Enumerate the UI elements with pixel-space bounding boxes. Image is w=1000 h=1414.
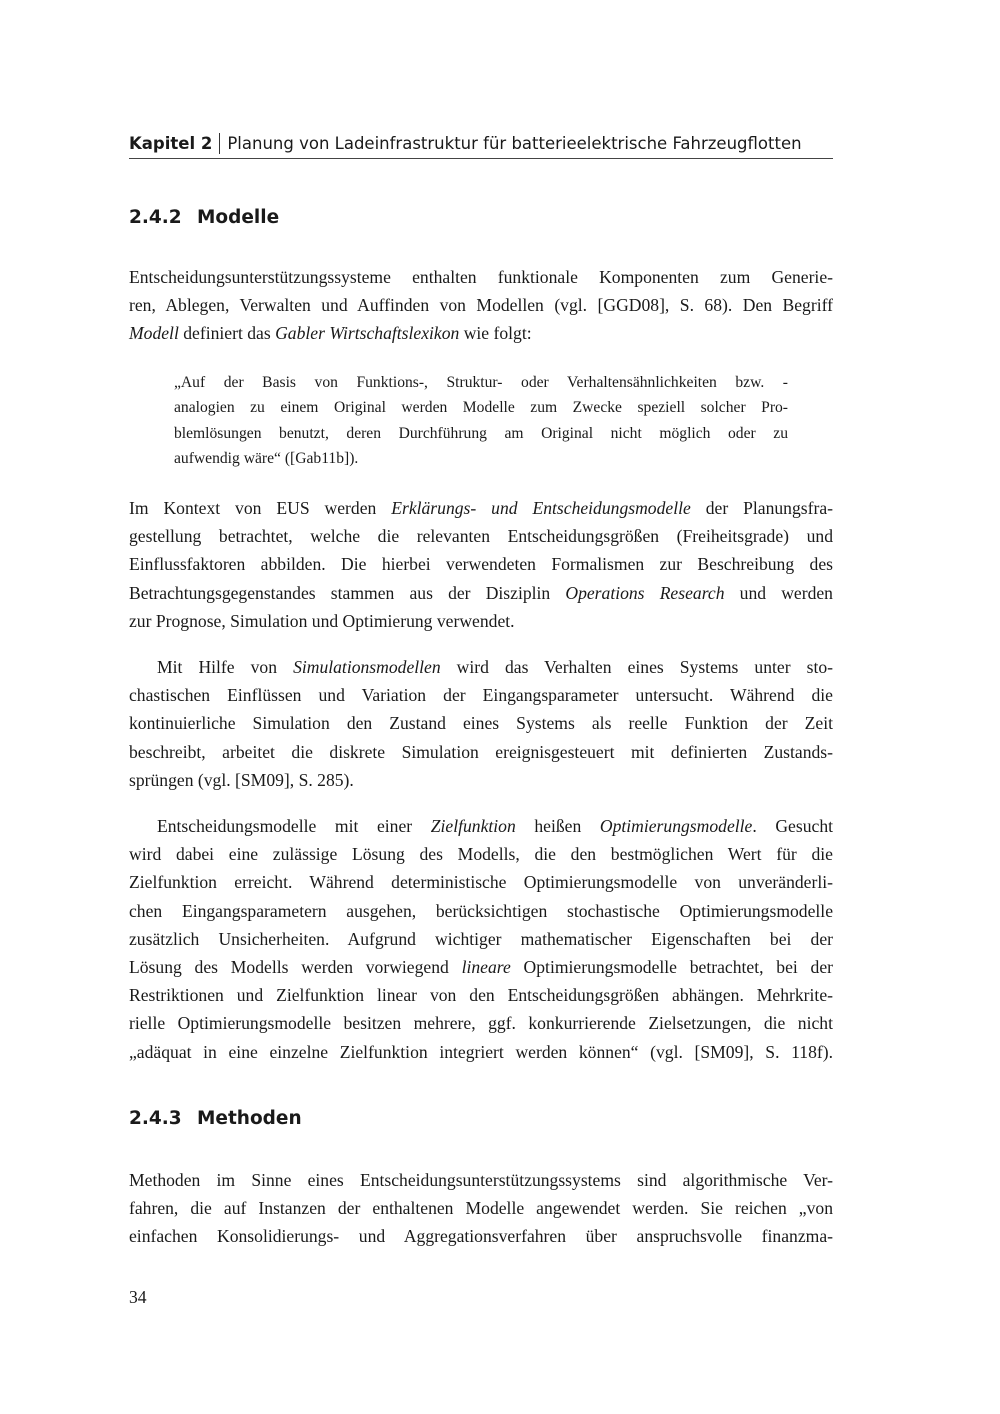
text-span: der Planungsfra- xyxy=(690,498,833,518)
text-line xyxy=(129,319,833,347)
text-line: Restriktionen und Zielfunktion linear von den Entscheidungsgrößen abhängen. Mehrkrite- xyxy=(129,985,833,1006)
paragraph-4 xyxy=(129,812,833,1066)
section-number: 2.4.3 xyxy=(129,1108,182,1129)
text-line: zur Prognose, Simulation und Optimierung verwendet. xyxy=(129,610,515,631)
text-span: Optimierungsmodelle betrachtet, bei der xyxy=(510,956,834,977)
text-span: definiert das xyxy=(178,323,276,344)
text-line: chen Eingangsparametern ausgehen, berücksichtigen stochastische Optimierungsmodelle xyxy=(129,900,833,921)
text-line: rielle Optimierungsmodelle besitzen mehrere, ggf. konkurrierende Zielsetzungen, die nicht xyxy=(129,1013,833,1034)
emphasis: Erklärungs- und Entscheidungsmodelle xyxy=(391,498,691,518)
paragraph-5 xyxy=(129,1166,833,1251)
section-number: 2.4.2 xyxy=(129,207,182,228)
text-span: Mit Hilfe von xyxy=(157,657,294,677)
text-line xyxy=(129,953,833,981)
emphasis: Operations Research xyxy=(565,582,725,603)
text-span: und werden xyxy=(724,582,833,603)
block-quote xyxy=(174,370,788,471)
text-span: Betrachtungsgegenstandes stammen aus der Disziplin xyxy=(129,582,566,603)
text-line xyxy=(129,812,833,840)
chapter-title: Planung von Ladeinfrastruktur für batterieelektrische Fahrzeugflotten xyxy=(227,134,802,153)
section-heading-2-4-3 xyxy=(129,1108,302,1129)
running-header xyxy=(129,133,833,159)
quote-line: analogien zu einem Original werden Modelle zum Zwecke speziell solcher Pro- xyxy=(174,399,788,417)
quote-line: aufwendig wäre“ ([Gab11b]). xyxy=(174,449,359,467)
text-line: kontinuierliche Simulation den Zustand eines Systems als reelle Funktion der Zeit xyxy=(129,713,833,734)
page-number: 34 xyxy=(129,1287,147,1307)
text-line: fahren, die auf Instanzen der enthaltenen Modelle angewendet werden. Sie reichen „von xyxy=(129,1198,833,1219)
text-line: chastischen Einflüssen und Variation der Eingangsparameter untersucht. Während die xyxy=(129,685,833,706)
chapter-label: Kapitel 2 xyxy=(129,134,213,153)
text-span: heißen xyxy=(515,816,600,836)
text-span: Lösung des Modells werden vorwiegend xyxy=(129,956,462,977)
text-line: gestellung betrachtet, welche die relevanten Entscheidungsgrößen (Freiheitsgrade) und xyxy=(129,526,833,547)
text-span: wie folgt: xyxy=(459,323,532,344)
text-line xyxy=(129,579,833,607)
emphasis: Optimierungsmodelle xyxy=(599,816,753,836)
emphasis: Simulationsmodellen xyxy=(293,657,441,677)
text-span: wird das Verhalten eines Systems unter sto- xyxy=(440,657,834,677)
text-line xyxy=(129,494,833,522)
paragraph-2 xyxy=(129,494,833,635)
text-line: Zielfunktion erreicht. Während deterministische Optimierungsmodelle von unveränderli- xyxy=(129,872,833,893)
text-line xyxy=(129,653,833,681)
text-line: sprüngen (vgl. [SM09], S. 285). xyxy=(129,769,354,790)
text-line: Methoden im Sinne eines Entscheidungsunterstützungssystems sind algorithmische Ver- xyxy=(129,1170,833,1190)
text-line: ren, Ablegen, Verwalten und Auffinden von Modellen (vgl. [GGD08], S. 68). Den Begriff xyxy=(129,295,833,316)
section-title: Methoden xyxy=(197,1108,302,1129)
text-span: . Gesucht xyxy=(752,816,833,836)
paragraph-1 xyxy=(129,263,833,348)
text-line: Entscheidungsunterstützungssysteme enthalten funktionale Komponenten zum Generie- xyxy=(129,267,833,287)
emphasis: Zielfunktion xyxy=(430,816,516,836)
text-line: wird dabei eine zulässige Lösung des Modells, die den bestmöglichen Wert für die xyxy=(129,844,833,865)
text-line: einfachen Konsolidierungs- und Aggregationsverfahren über anspruchsvolle finanzma- xyxy=(129,1226,833,1247)
emphasis: Gabler Wirtschaftslexikon xyxy=(275,323,460,344)
section-title: Modelle xyxy=(197,207,280,228)
quote-line: blemlösungen benutzt, deren Durchführung am Original nicht möglich oder zu xyxy=(174,424,788,442)
section-heading-2-4-2 xyxy=(129,207,279,228)
header-separator xyxy=(219,133,220,154)
quote-line: „Auf der Basis von Funktions-, Struktur- oder Verhaltensähnlichkeiten bzw. - xyxy=(174,374,788,391)
text-line: „adäquat in eine einzelne Zielfunktion integriert werden können“ (vgl. [SM09], S. 118f). xyxy=(129,1041,833,1062)
text-line: beschreibt, arbeitet die diskrete Simulation ereignisgesteuert mit definierten Zustands- xyxy=(129,741,833,762)
text-span: Im Kontext von EUS werden xyxy=(129,498,392,518)
text-line: zusätzlich Unsicherheiten. Aufgrund wichtiger mathematischer Eigenschaften bei der xyxy=(129,928,833,949)
paragraph-3 xyxy=(129,653,833,794)
emphasis: Modell xyxy=(129,323,179,344)
text-span: Entscheidungsmodelle mit einer xyxy=(157,816,431,836)
text-line: Einflussfaktoren abbilden. Die hierbei verwendeten Formalismen zur Beschreibung des xyxy=(129,554,833,575)
emphasis: lineare xyxy=(461,956,511,977)
